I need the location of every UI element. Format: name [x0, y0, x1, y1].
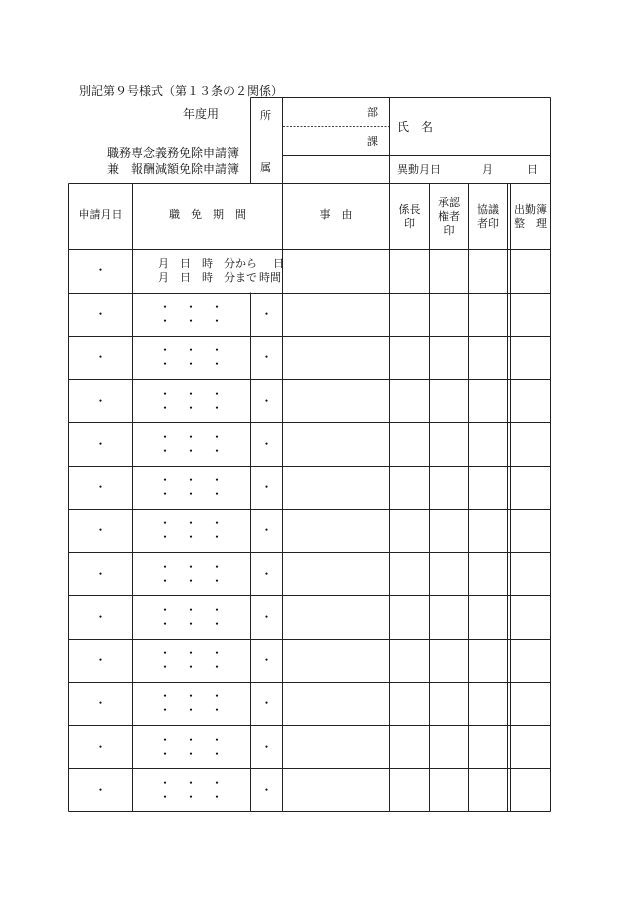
- row-period-to-marks: ・ ・ ・: [158, 746, 224, 761]
- row-date-mark: ・: [94, 739, 107, 754]
- row-consult-seal-cell[interactable]: [469, 294, 507, 335]
- row-date-mark: ・: [94, 609, 107, 624]
- row-period-to-marks: ・ ・ ・: [158, 789, 224, 804]
- row-total-mark: ・: [260, 393, 273, 408]
- row-period-from-marks: ・ ・ ・: [158, 732, 224, 747]
- title-line-1: 職務専念義務免除申請簿: [107, 146, 240, 160]
- col-reason-header: 事 由: [319, 208, 353, 221]
- row-approver-seal-cell[interactable]: [430, 726, 468, 767]
- row-chief-seal-cell[interactable]: [390, 769, 429, 810]
- row-total-mark: ・: [260, 566, 273, 581]
- row-total-mark: ・: [260, 307, 273, 322]
- row-period-to-marks: ・ ・ ・: [158, 616, 224, 631]
- col-consult-seal-header-2: 者印: [477, 217, 499, 230]
- row-approver-seal-cell[interactable]: [430, 640, 468, 681]
- row-period-to-marks: ・ ・ ・: [158, 573, 224, 588]
- row-consult-seal-cell[interactable]: [469, 337, 507, 378]
- row-date-mark: ・: [94, 782, 107, 797]
- col-chief-seal-header-2: 印: [404, 217, 415, 230]
- row-total-mark: ・: [260, 436, 273, 451]
- row-total-mark: ・: [260, 696, 273, 711]
- row-period-to-marks: ・ ・ ・: [158, 443, 224, 458]
- row-attendance-cell[interactable]: [511, 553, 550, 594]
- row-approver-seal-cell[interactable]: [430, 596, 468, 637]
- row-date-mark: ・: [94, 393, 107, 408]
- row-chief-seal-cell[interactable]: [390, 294, 429, 335]
- row-consult-seal-cell[interactable]: [469, 553, 507, 594]
- row-chief-seal-cell[interactable]: [390, 726, 429, 767]
- row-period-to-marks: ・ ・ ・: [158, 400, 224, 415]
- row-reason-cell[interactable]: [283, 553, 389, 594]
- transfer-date-label: 異動月日: [397, 163, 441, 176]
- row-total-mark: ・: [260, 653, 273, 668]
- dept-field[interactable]: [283, 98, 389, 126]
- col-approver-seal-header-3: 印: [443, 224, 455, 237]
- col-apply-date-header: 申請月日: [78, 208, 123, 221]
- row-reason-cell[interactable]: [283, 769, 389, 810]
- row-chief-seal-cell[interactable]: [390, 380, 429, 421]
- row-attendance-cell[interactable]: [511, 726, 550, 767]
- section-label: 課: [367, 135, 378, 148]
- row-date-mark: ・: [94, 350, 107, 365]
- row-period-from-marks: ・ ・ ・: [158, 343, 224, 358]
- title-line-2: 兼 報酬減額免除申請簿: [107, 162, 240, 176]
- row-period-to-marks: ・ ・ ・: [158, 530, 224, 545]
- row-reason-cell[interactable]: [283, 467, 389, 508]
- row-period-from-marks: ・ ・ ・: [158, 386, 224, 401]
- section-field[interactable]: [283, 127, 389, 155]
- row-1-day-unit: 日: [273, 257, 284, 270]
- affiliation-bottom-label: 属: [260, 161, 271, 174]
- form-label: 別記第９号様式（第１３条の２関係）: [79, 84, 284, 98]
- row-reason-cell[interactable]: [283, 596, 389, 637]
- name-label: 氏 名: [397, 120, 434, 134]
- row-1-hour-unit: 時間: [259, 271, 281, 284]
- row-attendance-cell[interactable]: [511, 640, 550, 681]
- row-date-mark: ・: [94, 436, 107, 451]
- row-period-to-marks: ・ ・ ・: [158, 703, 224, 718]
- row-date-mark: ・: [94, 566, 107, 581]
- row-period-from-marks: ・ ・ ・: [158, 775, 224, 790]
- row-attendance-cell[interactable]: [511, 769, 550, 810]
- row-date-mark: ・: [94, 307, 107, 322]
- row-attendance-cell[interactable]: [511, 423, 550, 464]
- row-consult-seal-cell[interactable]: [469, 596, 507, 637]
- row-attendance-cell[interactable]: [511, 337, 550, 378]
- row-1-period-from: 月 日 時 分から: [158, 257, 257, 270]
- row-total-mark: ・: [260, 350, 273, 365]
- row-attendance-cell[interactable]: [511, 510, 550, 551]
- row-approver-seal-cell[interactable]: [430, 467, 468, 508]
- row-total-mark: ・: [260, 609, 273, 624]
- row-total-mark: ・: [260, 782, 273, 797]
- name-field[interactable]: [390, 98, 550, 155]
- row-period-from-marks: ・ ・ ・: [158, 559, 224, 574]
- row-chief-seal-cell[interactable]: [390, 467, 429, 508]
- row-total-mark: ・: [260, 523, 273, 538]
- transfer-month-label: 月: [482, 163, 493, 176]
- row-approver-seal-cell[interactable]: [430, 294, 468, 335]
- row-consult-seal-cell[interactable]: [469, 510, 507, 551]
- row-consult-seal-cell[interactable]: [469, 467, 507, 508]
- row-period-to-marks: ・ ・ ・: [158, 314, 224, 329]
- row-consult-seal-cell[interactable]: [469, 640, 507, 681]
- row-approver-seal-cell[interactable]: [430, 683, 468, 724]
- row-date-mark: ・: [94, 480, 107, 495]
- row-reason-cell[interactable]: [283, 683, 389, 724]
- row-approver-seal-cell[interactable]: [430, 553, 468, 594]
- col-period-header: 職 免 期 間: [169, 208, 246, 221]
- row-chief-seal-cell[interactable]: [390, 596, 429, 637]
- col-attendance-header-1: 出勤簿: [514, 203, 547, 216]
- row-reason-cell[interactable]: [283, 640, 389, 681]
- row-period-from-marks: ・ ・ ・: [158, 300, 224, 315]
- row-attendance-cell[interactable]: [511, 294, 550, 335]
- row-period-from-marks: ・ ・ ・: [158, 689, 224, 704]
- row-period-from-marks: ・ ・ ・: [158, 602, 224, 617]
- row-reason-cell[interactable]: [283, 294, 389, 335]
- row-reason-cell[interactable]: [283, 423, 389, 464]
- dept-label: 部: [367, 106, 378, 119]
- col-chief-seal-header-1: 係長: [398, 203, 421, 216]
- row-reason-cell[interactable]: [283, 510, 389, 551]
- row-date-mark: ・: [94, 653, 107, 668]
- row-consult-seal-cell[interactable]: [469, 380, 507, 421]
- row-chief-seal-cell[interactable]: [390, 337, 429, 378]
- row-period-from-marks: ・ ・ ・: [158, 429, 224, 444]
- year-label: 年度用: [183, 107, 220, 121]
- row-chief-seal-cell[interactable]: [390, 423, 429, 464]
- row-period-to-marks: ・ ・ ・: [158, 487, 224, 502]
- row-date-mark: ・: [94, 696, 107, 711]
- row-approver-seal-cell[interactable]: [430, 510, 468, 551]
- row-1-date-mark: ・: [94, 263, 107, 277]
- row-total-mark: ・: [260, 739, 273, 754]
- row-period-from-marks: ・ ・ ・: [158, 473, 224, 488]
- col-approver-seal-header-1: 承認: [438, 196, 460, 209]
- row-reason-cell[interactable]: [283, 726, 389, 767]
- row-approver-seal-cell[interactable]: [430, 423, 468, 464]
- transfer-day-label: 日: [527, 163, 538, 176]
- row-period-to-marks: ・ ・ ・: [158, 357, 224, 372]
- row-approver-seal-cell[interactable]: [430, 769, 468, 810]
- row-period-from-marks: ・ ・ ・: [158, 516, 224, 531]
- row-date-mark: ・: [94, 523, 107, 538]
- row-period-from-marks: ・ ・ ・: [158, 646, 224, 661]
- row-approver-seal-cell[interactable]: [430, 337, 468, 378]
- row-consult-seal-cell[interactable]: [469, 683, 507, 724]
- row-attendance-cell[interactable]: [511, 683, 550, 724]
- affiliation-top-label: 所: [260, 109, 271, 122]
- row-period-to-marks: ・ ・ ・: [158, 660, 224, 675]
- row-consult-seal-cell[interactable]: [469, 423, 507, 464]
- col-attendance-header-2: 整 理: [514, 217, 547, 230]
- row-chief-seal-cell[interactable]: [390, 510, 429, 551]
- row-approver-seal-cell[interactable]: [430, 380, 468, 421]
- row-reason-cell[interactable]: [283, 337, 389, 378]
- row-chief-seal-cell[interactable]: [390, 553, 429, 594]
- row-attendance-cell[interactable]: [511, 596, 550, 637]
- row-chief-seal-cell[interactable]: [390, 640, 429, 681]
- row-consult-seal-cell[interactable]: [469, 726, 507, 767]
- row-attendance-cell[interactable]: [511, 467, 550, 508]
- row-reason-cell[interactable]: [283, 380, 389, 421]
- row-consult-seal-cell[interactable]: [469, 769, 507, 810]
- row-1-period-to: 月 日 時 分まで: [158, 271, 257, 284]
- row-chief-seal-cell[interactable]: [390, 683, 429, 724]
- row-attendance-cell[interactable]: [511, 380, 550, 421]
- col-consult-seal-header-1: 協議: [477, 203, 499, 216]
- row-total-mark: ・: [260, 480, 273, 495]
- col-approver-seal-header-2: 権者: [438, 210, 460, 223]
